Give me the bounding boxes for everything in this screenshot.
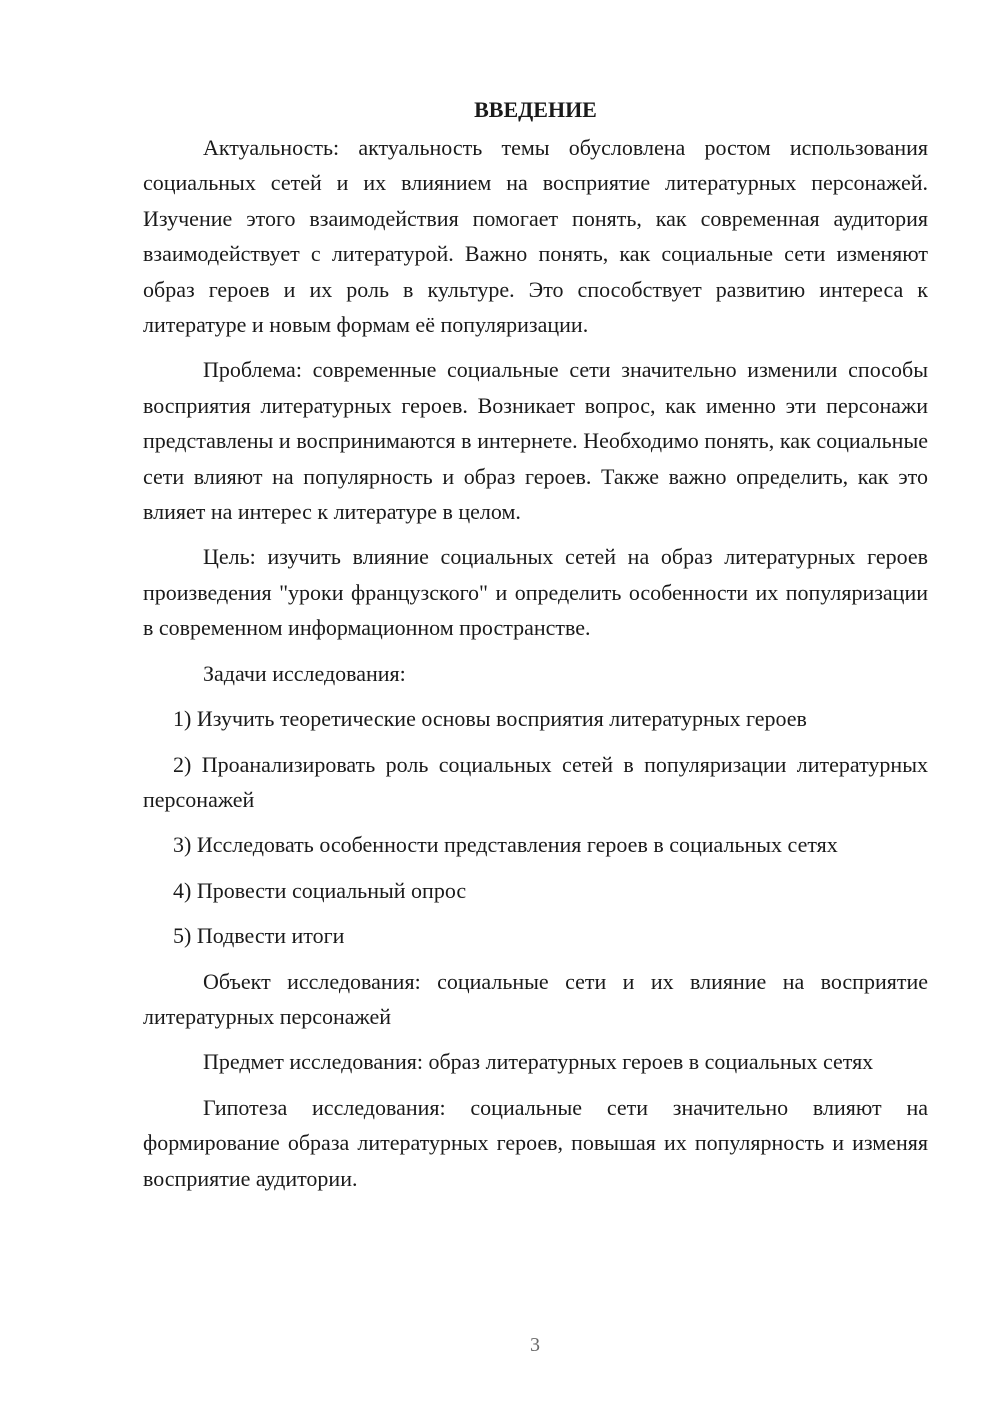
task-item-4: 4) Провести социальный опрос: [173, 877, 467, 903]
paragraph-subject: Предмет исследования: образ литературных героев в социальных сетях: [203, 1049, 874, 1075]
paragraph-problem: Проблема: современные социальные сети значительно изменили способы восприятия литературных героев. Возникает вопрос, как именно эти персонажи представлены и воспринимаются в интернете. Необходимо понять, как социальные сети влияют на популярность и образ героев. Также важно определить, как это влияет на интерес к литературе в целом.: [143, 357, 928, 525]
task-item-2: 2) Проанализировать роль социальных сетей в популяризации литературных персонажей: [143, 751, 928, 812]
paragraph-relevance: Актуальность: актуальность темы обусловлена ростом использования социальных сетей и их влиянием на восприятие литературных персонажей. Изучение этого взаимодействия помогает понять, как современная аудитория взаимодействует с литературой. Важно понять, как социальные сети изменяют образ героев и их роль в культуре. Это способствует развитию интереса к литературе и новым формам её популяризации.: [143, 135, 928, 338]
page-title: ВВЕДЕНИЕ: [474, 97, 597, 122]
task-item-5: 5) Подвести итоги: [173, 923, 345, 949]
paragraph-goal: Цель: изучить влияние социальных сетей на образ литературных героев произведения "уроки французского" и определить особенности их популяризации в современном информационном пространстве.: [143, 544, 928, 641]
paragraph-hypothesis: Гипотеза исследования: социальные сети значительно влияют на формирование образа литературных героев, повышая их популярность и изменяя восприятие аудитории.: [143, 1094, 928, 1191]
page-number: 3: [530, 1334, 540, 1356]
task-item-1: 1) Изучить теоретические основы восприятия литературных героев: [173, 706, 807, 732]
paragraph-object: Объект исследования: социальные сети и их влияние на восприятие литературных персонажей: [143, 968, 928, 1029]
document-page: [143, 95, 928, 1206]
task-item-3: 3) Исследовать особенности представления героев в социальных сетях: [173, 832, 838, 858]
tasks-heading: Задачи исследования:: [203, 660, 406, 686]
